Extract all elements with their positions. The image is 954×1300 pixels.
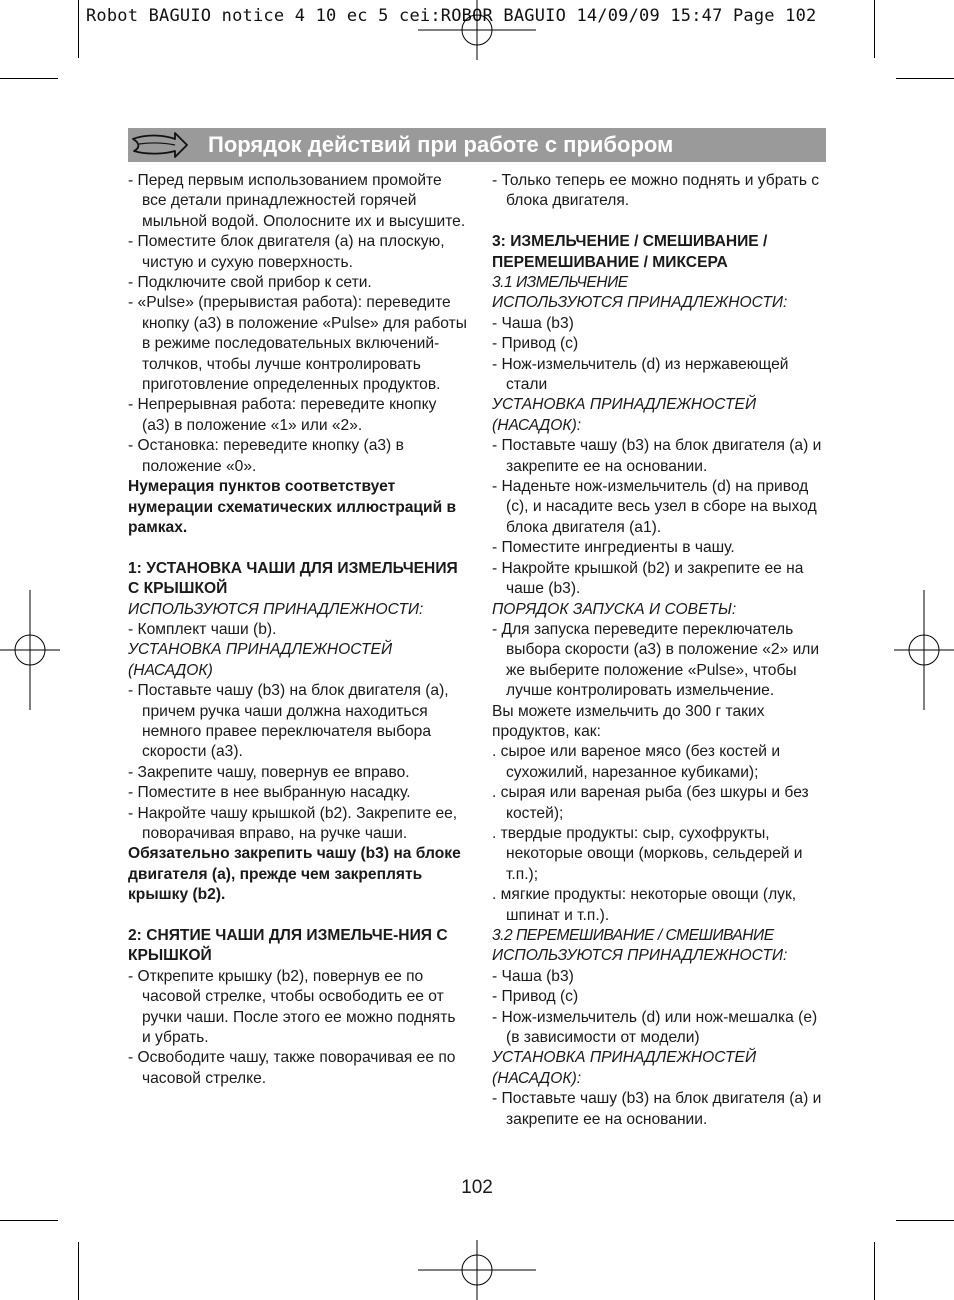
registration-mark-icon — [418, 0, 536, 60]
list-item: - Открепите крышку (b2), повернув ее по часовой стрелке, чтобы освободить ее от ручки чаши. После этого ее можно поднять и убрать. — [128, 967, 456, 1047]
list-item: - Поместите блок двигателя (a) на плоскую, чистую и сухую поверхность. — [128, 233, 445, 271]
registration-mark-icon — [418, 1240, 536, 1300]
crop-mark — [874, 1242, 875, 1300]
page-number: 102 — [461, 1177, 493, 1198]
subsection-title-3-2: 3.2 ПЕРЕМЕШИВАНИЕ / СМЕШИВАНИЕ — [492, 927, 774, 945]
page-title: Порядок действий при работе с прибором — [208, 132, 674, 157]
capacity-text: Вы можете измельчить до 300 г таких продуктов, как: — [492, 702, 765, 740]
list-item: . сырая или вареная рыба (без шкуры и без костей); — [492, 784, 809, 822]
list-item: - Нож-измельчитель (d) из нержавеющей стали — [492, 355, 789, 394]
list-item: - Поместите в нее выбранную насадку. — [128, 784, 411, 802]
section-title-1: 1: УСТАНОВКА ЧАШИ ДЛЯ ИЗМЕЛЬЧЕНИЯ С КРЫШКОЙ — [128, 559, 458, 598]
left-column — [128, 171, 468, 1089]
arrow-icon — [131, 130, 189, 160]
list-item: . мягкие продукты: некоторые овощи (лук, шпинат и т.п.). — [492, 886, 797, 924]
list-item: - Нож-измельчитель (d) или нож-мешалка (e) (в зависимости от модели) — [492, 1008, 818, 1047]
list-item: - Поставьте чашу (b3) на блок двигателя (a) и закрепите ее на основании. — [492, 1090, 822, 1128]
list-item: - Чаша (b3) — [492, 314, 574, 332]
list-item: - Перед первым использованием промойте все детали принадлежностей горячей мыльной водой. Ополосните их и высушите. — [128, 172, 466, 230]
list-item: - Для запуска переведите переключатель выбора скорости (a3) в положение «2» или же выберите положение «Pulse», чтобы лучше контролировать измельчение. — [492, 620, 820, 700]
list-item: - Наденьте нож-измельчитель (d) на привод (c), и насадите весь узел в сборе на выход блока двигателя (a1). — [492, 478, 817, 536]
crop-mark — [896, 1220, 954, 1221]
subheading-used-accessories: ИСПОЛЬЗУЮТСЯ ПРИНАДЛЕЖНОСТИ: — [492, 947, 788, 965]
list-item: - Поставьте чашу (b3) на блок двигателя (a) и закрепите ее на основании. — [492, 437, 822, 475]
list-item: - Комплект чаши (b). — [128, 620, 277, 638]
warning-note: Обязательно закрепить чашу (b3) на блоке двигателя (a), прежде чем закреплять крышку (b2). — [128, 845, 461, 904]
registration-mark-icon — [0, 590, 60, 710]
list-item: - Освободите чашу, также поворачивая ее по часовой стрелке. — [128, 1049, 456, 1087]
subheading-used-accessories: ИСПОЛЬЗУЮТСЯ ПРИНАДЛЕЖНОСТИ: — [492, 294, 788, 312]
list-item: - Остановка: переведите кнопку (a3) в положение «0». — [128, 437, 404, 475]
list-item: - Закрепите чашу, повернув ее вправо. — [128, 763, 410, 781]
list-item: . сырое или вареное мясо (без костей и сухожилий, нарезанное кубиками); — [492, 743, 781, 781]
list-item: - Привод (c) — [492, 335, 579, 353]
list-item: - Непрерывная работа: переведите кнопку (a3) в положение «1» или «2». — [128, 396, 437, 434]
subheading-install-accessories: УСТАНОВКА ПРИНАДЛЕЖНОСТЕЙ (НАСАДОК) — [128, 641, 393, 679]
list-item: - Накройте крышкой (b2) и закрепите ее на чаше (b3). — [492, 559, 804, 598]
list-item: - Поместите ингредиенты в чашу. — [492, 539, 735, 557]
crop-mark — [896, 78, 954, 79]
numbering-note: Нумерация пунктов соответствует нумерации схематических иллюстраций в рамках. — [128, 478, 457, 536]
subheading-install-accessories: УСТАНОВКА ПРИНАДЛЕЖНОСТЕЙ (НАСАДОК): — [492, 396, 757, 434]
subheading-start-tips: ПОРЯДОК ЗАПУСКА И СОВЕТЫ: — [492, 600, 737, 618]
section-header — [128, 128, 826, 162]
crop-mark — [78, 1242, 79, 1300]
subsection-title-3-1: 3.1 ИЗМЕЛЬЧЕНИЕ — [492, 274, 628, 292]
crop-mark — [0, 1220, 58, 1221]
list-item: - Чаша (b3) — [492, 967, 574, 985]
list-item: - Подключите свой прибор к сети. — [128, 274, 372, 292]
list-item: - Накройте чашу крышкой (b2). Закрепите ее, поворачивая вправо, на ручке чаши. — [128, 804, 458, 842]
list-item: . твердые продукты: сыр, сухофрукты, некоторые овощи (морковь, сельдерей и т.п.); — [492, 824, 803, 883]
list-item: - Только теперь ее можно поднять и убрать с блока двигателя. — [492, 172, 820, 210]
subheading-install-accessories: УСТАНОВКА ПРИНАДЛЕЖНОСТЕЙ (НАСАДОК): — [492, 1049, 757, 1087]
list-item: - Привод (c) — [492, 988, 579, 1006]
section-title-2: 2: СНЯТИЕ ЧАШИ ДЛЯ ИЗМЕЛЬЧЕ-НИЯ С КРЫШКОЙ — [128, 927, 448, 965]
registration-mark-icon — [894, 590, 954, 710]
printer-slug: Robot BAGUIO notice 4 10 ec 5 cei:ROBOR BAGUIO 14/09/09 15:47 Page 102 — [86, 6, 817, 26]
crop-mark — [78, 0, 79, 58]
crop-mark — [874, 0, 875, 58]
crop-mark — [0, 78, 58, 79]
section-title-3: 3: ИЗМЕЛЬЧЕНИЕ / СМЕШИВАНИЕ / ПЕРЕМЕШИВАНИЕ / МИКСЕРА — [492, 233, 768, 271]
subheading-used-accessories: ИСПОЛЬЗУЮТСЯ ПРИНАДЛЕЖНОСТИ: — [128, 600, 424, 618]
list-item: - Поставьте чашу (b3) на блок двигателя (a), причем ручка чаши должна находиться немного правее переключателя выбора скорости (a3). — [128, 682, 449, 761]
list-item: - «Pulse» (прерывистая работа): переведите кнопку (a3) в положение «Pulse» для работы в режиме последовательных включений-толчков, чтобы лучше контролировать приготовление определенных продуктов. — [128, 294, 467, 394]
right-column — [492, 171, 830, 1130]
